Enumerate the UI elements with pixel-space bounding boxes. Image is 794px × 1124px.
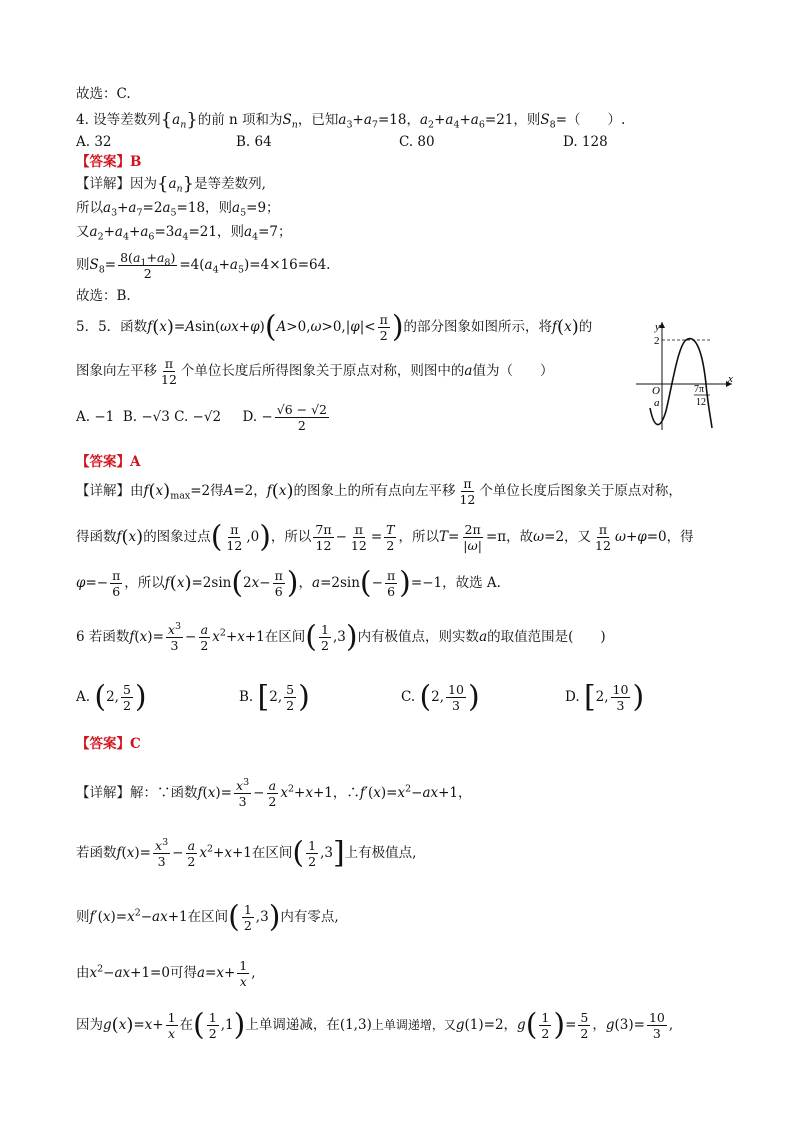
y-axis-label: y [655, 321, 660, 333]
option-d: D. [2, $\frac{10}{3}$ ) [565, 679, 645, 715]
y-tick-2: 2 [654, 335, 660, 347]
question-6: 6 若函数f(x)= $\frac{x^3}{3}$ − $\frac{a}{2}$ $x^2+x+1$在区间( $\frac{1}{2}$ ,3)内有极值点，则实数a的取值范围是( ) [76, 619, 606, 655]
detail-line: 则$f'(x)=x^2-ax+1$在区间( $\frac{1}{2}$ ,3)内有零点, [76, 899, 339, 935]
detail-line: φ=− $\frac{\pi}{6}$ ，所以f(x)=2sin(2x− $\frac{\pi}{6}$ )，a=2sin(− $\frac{\pi}{6}$ )=−1，故选 A. [76, 565, 501, 601]
option-a: A. (2, $\frac{5}{2}$ ) [76, 679, 147, 715]
text-line: 故选：C. [76, 86, 131, 102]
x-axis-label: x [728, 373, 733, 385]
answer-label: 【答案】C [76, 736, 141, 752]
detail-line: 又$a_2+a_4+a_6=3a_4=21$，则$a_4=7$； [76, 224, 292, 243]
x-tick-den: 12 [696, 397, 706, 408]
a-label: a [654, 397, 660, 409]
detail-line: 则$S_8=$ $\frac{8(a_1+a_8)}{2}$ $=4(a_4+a_5)=4\times 16=64$. [76, 250, 331, 281]
detail-line: 得函数f(x)的图象过点( $\frac{\pi}{12}$ ,0)，所以 $\frac{7\pi}{12}$ − $\frac{\pi}{12}$ = $\frac{T}{2}$ ，所以T= $\frac{2\pi}{|\omega|}$ =π，故ω=2，又 $\frac{\pi}{12}$ ω+φ=0，得 [76, 519, 694, 555]
origin-label: O [652, 385, 660, 397]
option-c: C. 80 [399, 134, 435, 150]
question-4: 4. 设等差数列$\{a_n\}$的前 n 项和为$S_n$，已知$a_3+a_7=18$，$a_2+a_4+a_6=21$，则$S_8=$（ ）. [76, 109, 626, 131]
option-b: B. 64 [236, 134, 272, 150]
function-graph [628, 316, 740, 434]
detail-line: 【详解】解：∵函数f(x)= $\frac{x^3}{3}$ − $\frac{a}{2}$ $x^2+x+1$，$\therefore f'(x)=x^2-ax+1$， [76, 776, 472, 809]
detail-line: 因为g(x)=x+ $\frac{1}{x}$ 在( $\frac{1}{2}$ ,1)上单调递减，在(1,3)上单调递增，又g(1)=2，g( $\frac{1}{2}$ )= $\frac{5}{2}$ ，g(3)= $\frac{10}{3}$ , [76, 1007, 674, 1043]
x-tick-num: 7π [694, 384, 705, 395]
detail-line: 所以$a_3+a_7=2a_5=18$，则$a_5=9$； [76, 200, 280, 219]
question-5-options: A. −1 B. −√3 C. −√2 D. − $\frac{√6 - √2}{2}$ [76, 402, 328, 433]
detail-line: 【详解】因为$\{a_n\}$是等差数列, [76, 173, 266, 195]
answer-label: 【答案】B [76, 154, 142, 170]
detail-line: 若函数f(x)= $\frac{x^3}{3}$ − $\frac{a}{2}$ $x^2+x+1$在区间( $\frac{1}{2}$ ,3]上有极值点, [76, 835, 417, 871]
option-c: C. (2, $\frac{10}{3}$ ) [401, 679, 480, 715]
answer-label: 【答案】A [76, 454, 141, 470]
option-b: B. [2, $\frac{5}{2}$ ) [239, 679, 310, 715]
detail-line: 【详解】由$f(x)_{max}=2$得A=2，f(x)的图象上的所有点向左平移 $\frac{\pi}{12}$ 个单位长度后图象关于原点对称， [76, 476, 682, 507]
question-5-cont: 图象向左平移 $\frac{\pi}{12}$ 个单位长度后所得图象关于原点对称，则图中的a值为（ ） [76, 356, 554, 387]
option-d: D. 128 [563, 134, 608, 150]
detail-line: 由$x^2-ax+1=0$可得a=x+ $\frac{1}{x}$ , [76, 958, 256, 989]
detail-line: 故选：B. [76, 288, 131, 304]
option-a: A. 32 [76, 134, 112, 150]
question-5: 5．5．函数f(x)=Asin(ωx+φ)(A>0,ω>0,|φ|< $\frac{\pi}{2}$ )的部分图象如图所示，将f(x)的 [76, 309, 593, 345]
